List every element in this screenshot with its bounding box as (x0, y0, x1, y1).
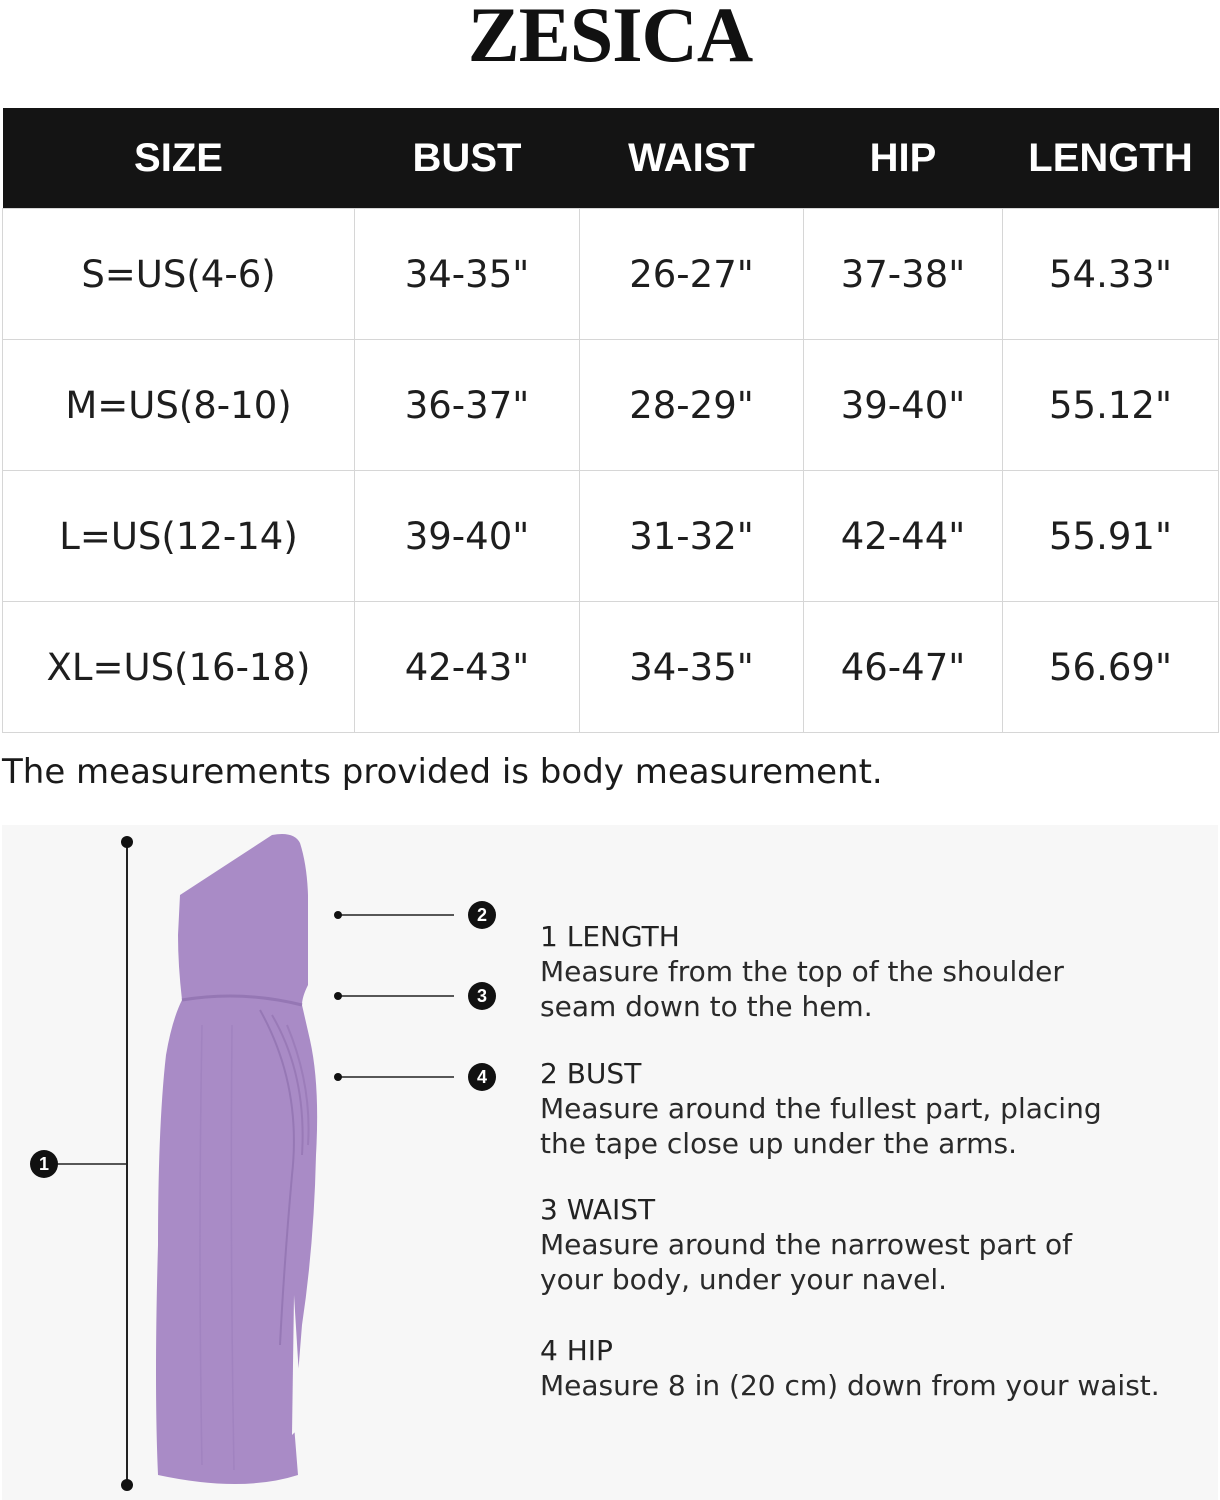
guide-item-title: 1 LENGTH (540, 920, 680, 953)
measuring-guide-panel (2, 825, 1218, 1500)
guide-item-desc: your body, under your navel. (540, 1263, 948, 1296)
guide-item-desc: the tape close up under the arms. (540, 1127, 1018, 1160)
cell-waist: 31-32" (580, 471, 804, 602)
guide-item-desc: Measure around the fullest part, placing (540, 1092, 1102, 1125)
guide-item-title: 2 BUST (540, 1057, 642, 1090)
marker-3-badge (468, 982, 496, 1010)
cell-length: 55.12" (1003, 340, 1219, 471)
guide-item-title: 3 WAIST (540, 1193, 656, 1226)
marker-4-badge (468, 1063, 496, 1091)
dress-illustration (156, 834, 317, 1484)
guide-item-desc: Measure around the narrowest part of (540, 1228, 1072, 1261)
svg-text:3: 3 (476, 986, 488, 1006)
header-bust: BUST (355, 108, 580, 209)
guide-item-desc: Measure 8 in (20 cm) down from your waist. (540, 1369, 1160, 1402)
cell-waist: 34-35" (580, 602, 804, 733)
guide-item-hip (540, 1333, 1180, 1403)
cell-hip: 37-38" (804, 209, 1003, 340)
cell-length: 55.91" (1003, 471, 1219, 602)
table-header-row (3, 108, 1219, 209)
cell-bust: 34-35" (355, 209, 580, 340)
waist-pointer (334, 992, 454, 1000)
cell-hip: 39-40" (804, 340, 1003, 471)
guide-item-desc: Measure from the top of the shoulder (540, 955, 1064, 988)
guide-item-desc: seam down to the hem. (540, 990, 873, 1023)
cell-bust: 42-43" (355, 602, 580, 733)
cell-size: XL=US(16-18) (3, 602, 355, 733)
cell-hip: 42-44" (804, 471, 1003, 602)
brand-logo: ZESICA (467, 0, 753, 78)
cell-length: 54.33" (1003, 209, 1219, 340)
cell-length: 56.69" (1003, 602, 1219, 733)
guide-item-bust (540, 1056, 1180, 1161)
cell-bust: 39-40" (355, 471, 580, 602)
table-row (3, 602, 1219, 733)
table-row (3, 209, 1219, 340)
measurement-note: The measurements provided is body measurement. (2, 752, 883, 792)
size-chart-table (2, 108, 1219, 733)
guide-item-title: 4 HIP (540, 1334, 613, 1367)
guide-item-length (540, 919, 1180, 1024)
cell-waist: 26-27" (580, 209, 804, 340)
guide-item-waist (540, 1192, 1180, 1297)
header-size: SIZE (3, 108, 355, 209)
svg-text:1: 1 (38, 1154, 50, 1174)
header-length: LENGTH (1003, 108, 1219, 209)
cell-bust: 36-37" (355, 340, 580, 471)
svg-text:2: 2 (476, 905, 488, 925)
bust-pointer (334, 911, 454, 919)
header-waist: WAIST (580, 108, 804, 209)
cell-hip: 46-47" (804, 602, 1003, 733)
hip-pointer (334, 1073, 454, 1081)
header-hip: HIP (804, 108, 1003, 209)
cell-size: S=US(4-6) (3, 209, 355, 340)
marker-2-badge (468, 901, 496, 929)
svg-text:4: 4 (476, 1067, 488, 1087)
table-row (3, 471, 1219, 602)
marker-1-badge (30, 1150, 58, 1178)
cell-size: L=US(12-14) (3, 471, 355, 602)
cell-size: M=US(8-10) (3, 340, 355, 471)
cell-waist: 28-29" (580, 340, 804, 471)
table-row (3, 340, 1219, 471)
